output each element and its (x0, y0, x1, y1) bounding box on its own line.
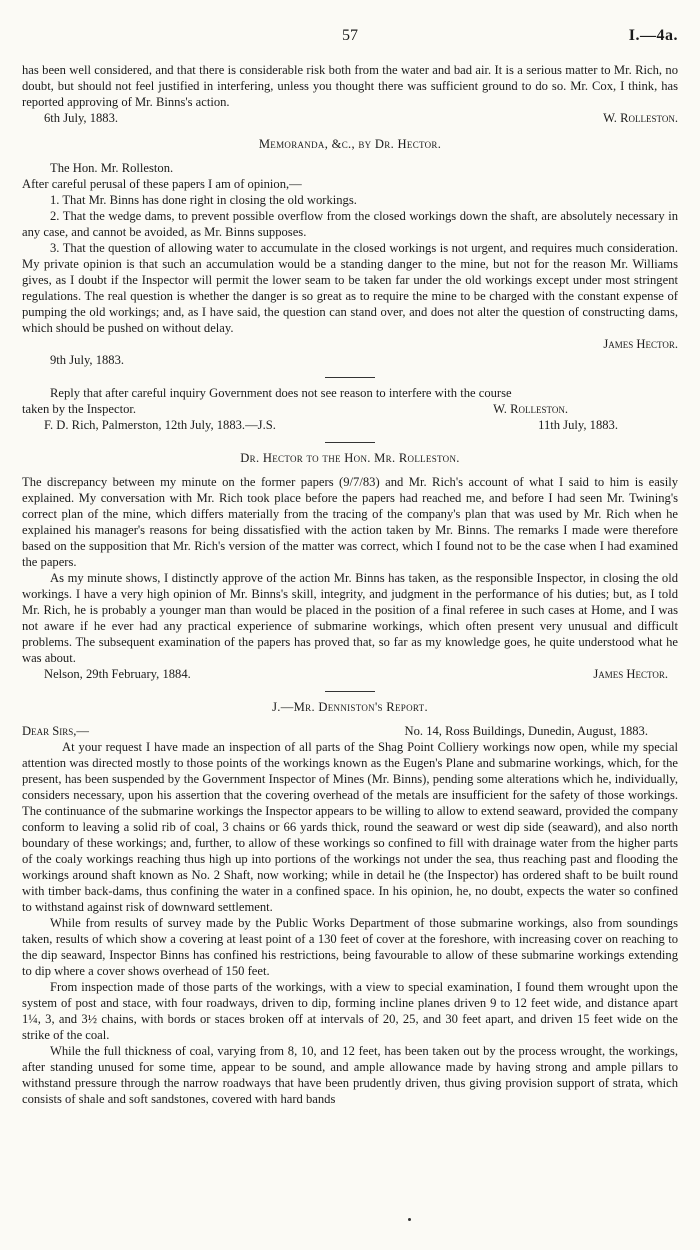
document-body (22, 62, 678, 1107)
paragraph: While the full thickness of coal, varying from 8, 10, and 12 feet, has been taken out by the process wrought, the workings, after standing unused for some time, appear to be sound, and ample allowance made by having strong and ample pillars to withstand pressure through the narrow roadways that have been prudently driven, thus giving provision support of strata, which consists of shale and soft sandstones, covered with hard bands (22, 1044, 678, 1106)
paragraph: The discrepancy between my minute on the former papers (9/7/83) and Mr. Rich's account of what I said to him is easily explained. My conversation with Mr. Rich took place before the papers had reached me, and before I had seen Mr. Twining's correct plan of the mine, which differs materially from the tracing of the company's plan that was used by Mr. Rich when he explained his manager's reasons for being dissatisfied with the action taken by Mr. Binns. The remarks I made were therefore based on the supposition that Mr. Rich's version of the matter was correct, which I found not to be the case when I had examined the papers. (22, 475, 678, 569)
note: F. D. Rich, Palmerston, 12th July, 1883.—J.S. (44, 418, 276, 432)
signature-line (22, 401, 678, 417)
date: 9th July, 1883. (50, 353, 125, 367)
divider (325, 691, 375, 692)
paragraph: While from results of survey made by the Public Works Department of those submarine workings, also from soundings taken, results of which show a covering at least point of a 130 feet of cover at the foreshore, with increasing cover on reaching to the dip seaward, Inspector Binns has confined his restrictions, being favourable to allow of these submarine workings extending to dip where a cover shows overhead of 150 feet. (22, 916, 678, 978)
paragraph: Reply that after careful inquiry Government does not see reason to interfere with the course (50, 386, 512, 400)
address: No. 14, Ross Buildings, Dunedin, August, 1883. (404, 724, 648, 738)
paragraph: has been well considered, and that there is considerable risk both from the water and bad air. It is a serious matter to Mr. Rich, no doubt, but should not feel justified in interfering, unless you thought there was sufficient ground to do so. Mr. Cox, I think, has reported approving of Mr. Binns's action. (22, 63, 678, 109)
list-item: 3. That the question of allowing water to accumulate in the closed workings is not urgent, and requires much consideration. My private opinion is that such an accumulation would be a standing danger to the mine, but not for the reason Mr. Williams gives, as I doubt if the Inspector will permit the lower seam to be taken far under the old workings except under most stringent regulations. The real question is whether the danger is so great as to require the mine to be charged with the constant expense of pumping the old workings; and, as I have said, the question can stand over, and does not alter the question of constructing dams, which should be pushed on without delay. (22, 241, 678, 335)
signature-line (22, 666, 678, 682)
signature: W. Rolleston. (603, 111, 678, 125)
paragraph: From inspection made of those parts of the workings, with a view to special examination, I found them wrought upon the system of post and stace, with four roadways, driven to dip, forming incline planes driven 9 to 12 feet wide, and distance apart 1¼, 3, and 3½ chains, with bords or staces broken off at intervals of 20, 25, and 30 feet apart, and driven 15 feet wide on the strike of the coal. (22, 980, 678, 1042)
signature-line (22, 110, 678, 126)
letter-opening (22, 723, 678, 739)
section-heading: J.—Mr. Denniston's Report. (272, 700, 428, 714)
list-item: 1. That Mr. Binns has done right in closing the old workings. (50, 193, 357, 207)
signature: W. Rolleston. (493, 402, 568, 416)
place-date: Nelson, 29th February, 1884. (44, 667, 191, 681)
section-heading: Dr. Hector to the Hon. Mr. Rolleston. (240, 451, 460, 465)
page-header (22, 27, 678, 49)
print-speck (408, 1218, 411, 1221)
signature: James Hector. (593, 667, 668, 681)
signature-line (22, 417, 678, 433)
paragraph: As my minute shows, I distinctly approve of the action Mr. Binns has taken, as the responsible Inspector, in closing the old workings. I have a very high opinion of Mr. Binns's skill, integrity, and judgment in the performance of his duties; but, as I told Mr. Rich, he is probably a younger man than would be placed in the position of a final referee in such cases at Home, and I was not aware if he ever had any practical experience of submarine workings, which often present very unusual and difficult problems. The subsequent examination of the papers has proved that, so far as my knowledge goes, he quite understood what he was about. (22, 571, 678, 665)
section-heading: Memoranda, &c., by Dr. Hector. (258, 137, 442, 151)
salutation: Dear Sirs,— (22, 724, 89, 738)
list-item: 2. That the wedge dams, to prevent possible overflow from the closed workings down the shaft, are absolutely necessary in any case, and cannot be avoided, as Mr. Binns supposes. (22, 209, 678, 239)
divider (325, 442, 375, 443)
date: 11th July, 1883. (538, 418, 618, 432)
paragraph-end: taken by the Inspector. (22, 402, 137, 416)
page-number: 57 (342, 27, 358, 44)
paragraph: After careful perusal of these papers I am of opinion,— (22, 177, 302, 191)
date: 6th July, 1883. (44, 111, 119, 125)
signature: James Hector. (603, 337, 678, 351)
divider (325, 377, 375, 378)
document-reference: I.—4a. (628, 27, 678, 44)
salutation: The Hon. Mr. Rolleston. (50, 161, 174, 175)
paragraph: At your request I have made an inspection of all parts of the Shag Point Colliery workings now open, while my special attention was directed mostly to those points of the workings known as the Eugen's Plane and submarine workings, which, for the present, has been suspended by the Government Inspector of Mines (Mr. Binns), pending some alterations which he, individually, considers necessary, upon his assertion that the covering overhead of the metals are insufficient for the safety of those workings. The continuance of the submarine workings the Inspector appears to be willing to allow to extend seaward, provided the company conform to leaving a solid rib of coal, 3 chains or 66 yards thick, round the seaward or west dip side (seaward), and also north boundary of these workings; and, further, to allow of these workings so confined to fill with drainage water from the higher parts of the coaly workings reaching thus high up into portions of the workings not under the sea, thus reaching past and flooding the workings around shaft known as No. 2 Shaft, now working; while in detail he (the Inspector) has ordered shaft to be built round with timber back-dams, thus confining the water in a confined space. In his opinion, he, no doubt, expects the water so confined to withstand against risk of downward settlement. (22, 740, 678, 914)
